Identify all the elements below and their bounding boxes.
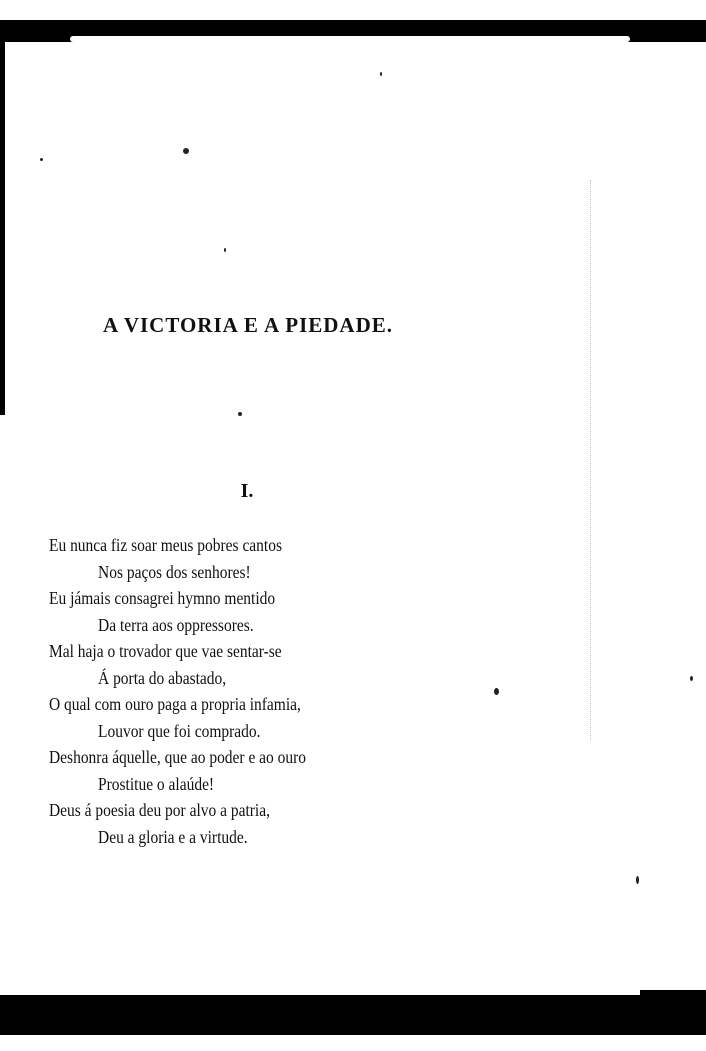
scan-speck [238, 412, 242, 416]
poem-line: Eu nunca fiz soar meus pobres cantos [49, 535, 282, 555]
scan-border-bottom [0, 995, 706, 1035]
scan-speck [183, 148, 189, 154]
scan-border-left [0, 40, 5, 415]
poem-line: Da terra aos oppressores. [98, 614, 254, 635]
page-title: A VICTORIA E A PIEDADE. [102, 313, 394, 337]
scan-speck [690, 676, 693, 681]
scan-speck [40, 158, 43, 161]
poem-line: Deu a gloria e a virtude. [98, 826, 248, 847]
poem-line: Deshonra áquelle, que ao poder e ao ouro [49, 747, 307, 767]
poem-line: Á porta do abastado, [98, 667, 227, 688]
poem-line: Louvor que foi comprado. [98, 720, 261, 741]
poem-line: Nos paços dos senhores! [98, 561, 251, 582]
scan-speck [380, 72, 382, 76]
scan-border-bottom-right [640, 990, 706, 1002]
poem-line: Mal haja o trovador que vae sentar-se [49, 641, 282, 661]
scan-speck [224, 248, 226, 252]
poem-stanza [49, 532, 449, 850]
margin-bleed-marks [590, 180, 611, 740]
scan-border-top-notch [70, 36, 630, 42]
poem-line: Deus á poesia deu por alvo a patria, [49, 800, 270, 820]
poem-line: Prostitue o alaúde! [98, 773, 215, 794]
poem-line: O qual com ouro paga a propria infamia, [49, 694, 301, 714]
scan-speck [636, 876, 639, 884]
section-number: I. [240, 480, 254, 502]
poem-line: Eu jámais consagrei hymno mentido [49, 588, 276, 608]
scan-speck [494, 688, 499, 695]
